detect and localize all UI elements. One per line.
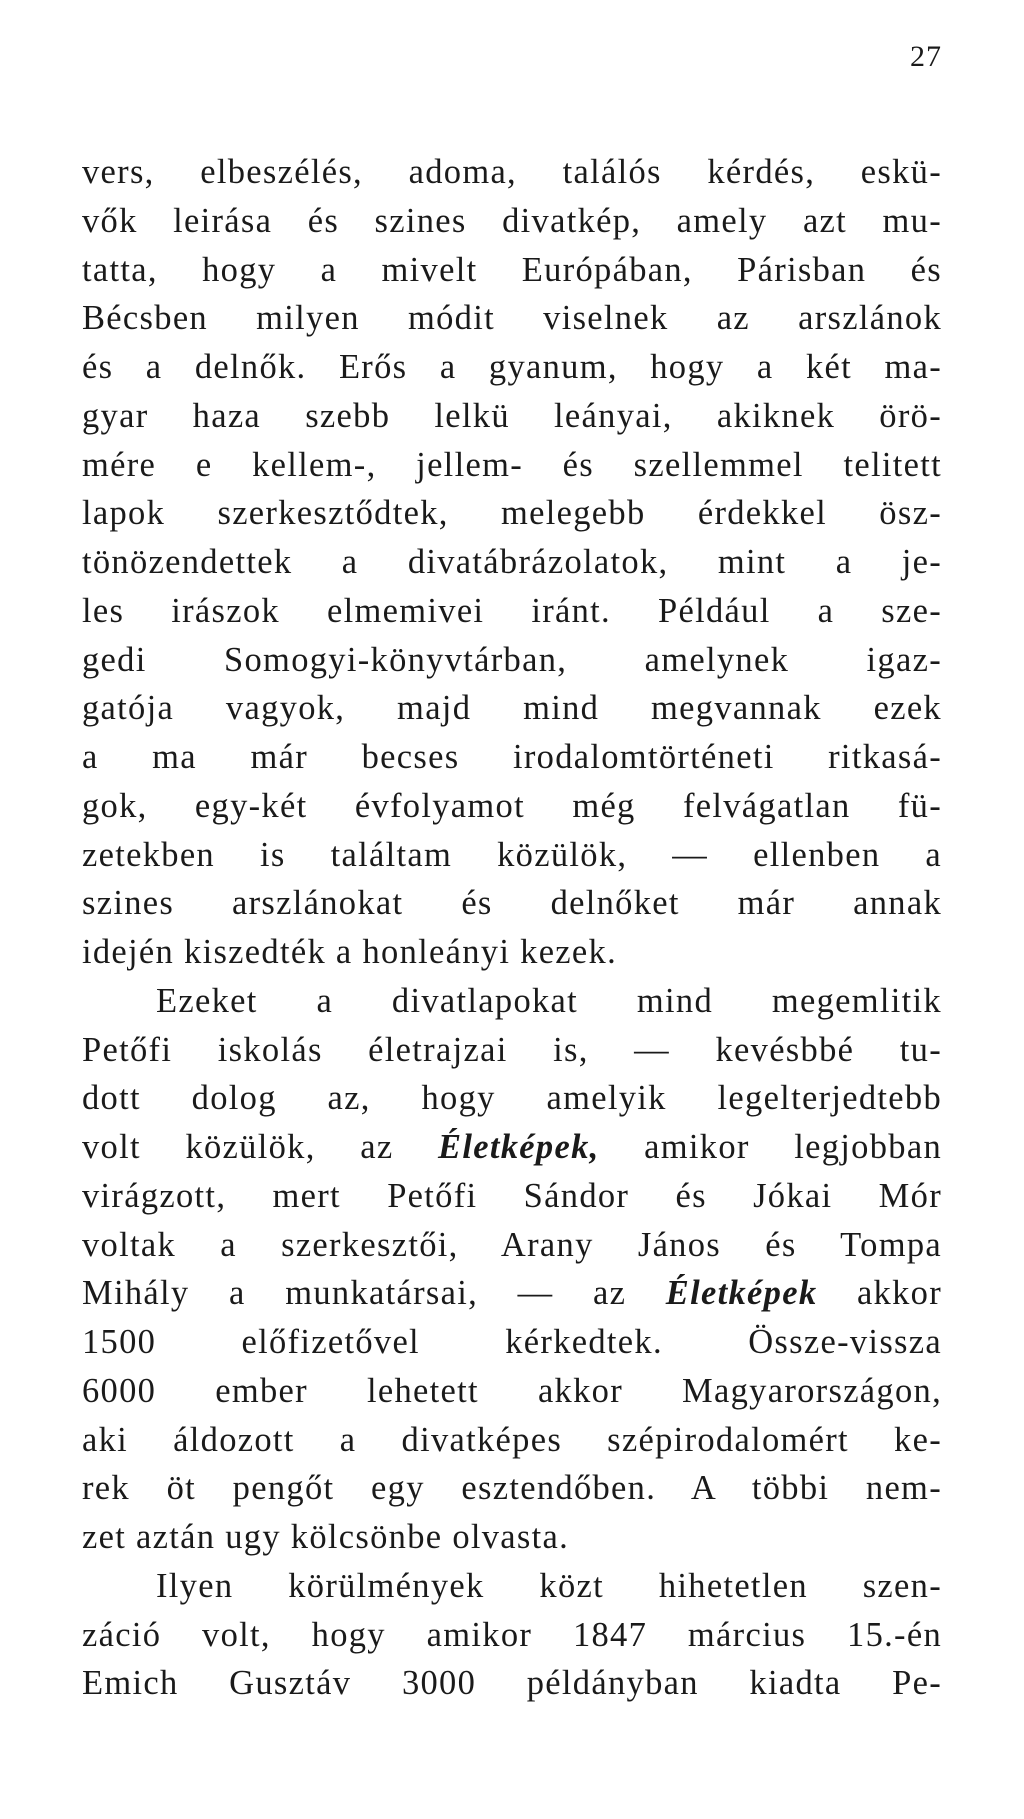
text-line: dott dolog az, hogy amelyik legelterjedtebb bbox=[82, 1079, 942, 1118]
text-span: Mihály a munkatársai, — az bbox=[82, 1274, 666, 1313]
text-line: Ilyen körülmények közt hihetetlen szen- bbox=[156, 1566, 942, 1605]
text-line: záció volt, hogy amikor 1847 március 15.-én bbox=[82, 1615, 942, 1654]
text-line: Bécsben milyen módit viselnek az arszlánok bbox=[82, 299, 942, 338]
text-line: zetekben is találtam közülök, — ellenben a bbox=[82, 835, 942, 874]
periodical-title: Életképek, bbox=[438, 1128, 600, 1166]
text-line: lapok szerkesztődtek, melegebb érdekkel ösz- bbox=[82, 494, 942, 533]
text-line: 1500 előfizetővel kérkedtek. Össze-vissza bbox=[82, 1323, 942, 1361]
page-number: 27 bbox=[910, 40, 942, 73]
text-line: gyar haza szebb lelkü leányai, akiknek örö- bbox=[82, 396, 942, 435]
text-line: és a delnők. Erős a gyanum, hogy a két ma- bbox=[82, 348, 942, 386]
text-line: aki áldozott a divatképes szépirodalomért ke- bbox=[82, 1420, 942, 1459]
text-line: voltak a szerkesztői, Arany János és Tompa bbox=[82, 1225, 942, 1264]
text-line: a ma már becses irodalomtörténeti ritkasá- bbox=[82, 738, 942, 776]
text-line: Emich Gusztáv 3000 példányban kiadta Pe- bbox=[82, 1664, 942, 1703]
text-line: tönözendettek a divatábrázolatok, mint a je- bbox=[82, 543, 942, 581]
text-line: 6000 ember lehetett akkor Magyarországon, bbox=[82, 1371, 942, 1410]
text-line bbox=[82, 1123, 942, 1172]
text-line: gok, egy-két évfolyamot még felvágatlan fü- bbox=[82, 786, 942, 825]
text-line: virágzott, mert Petőfi Sándor és Jókai Mór bbox=[82, 1176, 942, 1215]
text-line: zet aztán ugy kölcsönbe olvasta. bbox=[82, 1518, 570, 1556]
text-line: vers, elbeszélés, adoma, találós kérdés, eskü- bbox=[82, 153, 942, 191]
text-line: szines arszlánokat és delnőket már annak bbox=[82, 884, 942, 923]
text-line: Petőfi iskolás életrajzai is, — kevésbbé tu- bbox=[82, 1030, 942, 1069]
text-line: mére e kellem-, jellem- és szellemmel telitett bbox=[82, 445, 942, 484]
text-span: amikor legjobban bbox=[599, 1128, 942, 1166]
text-line: rek öt pengőt egy esztendőben. A többi nem- bbox=[82, 1469, 942, 1508]
body-text bbox=[82, 148, 942, 1708]
periodical-title: Életképek bbox=[665, 1274, 818, 1313]
text-line: vők leirása és szines divatkép, amely azt mu- bbox=[82, 201, 942, 240]
text-line bbox=[82, 1269, 942, 1318]
text-line: gatója vagyok, majd mind megvannak ezek bbox=[82, 689, 942, 728]
text-line: idején kiszedték a honleányi kezek. bbox=[82, 933, 618, 971]
text-line: tatta, hogy a mivelt Európában, Párisban és bbox=[82, 250, 942, 289]
text-span: volt közülök, az bbox=[82, 1128, 439, 1166]
text-line: Ezeket a divatlapokat mind megemlitik bbox=[156, 981, 942, 1020]
text-span: akkor bbox=[817, 1274, 942, 1313]
text-line: gedi Somogyi-könyvtárban, amelynek igaz- bbox=[82, 640, 942, 679]
text-line: les irászok elmemivei iránt. Például a sze- bbox=[82, 591, 942, 630]
